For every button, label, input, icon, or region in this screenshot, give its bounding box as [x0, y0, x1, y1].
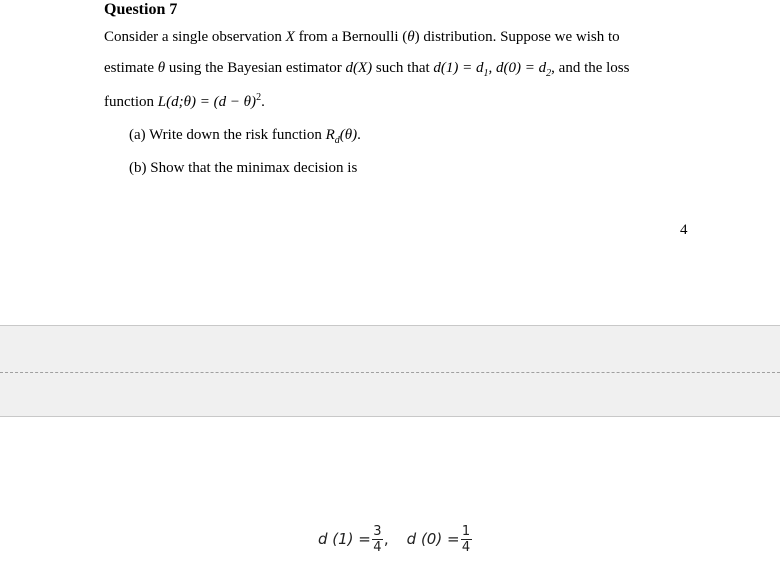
risk-subscript: d	[334, 135, 340, 146]
line3-end: .	[261, 94, 265, 110]
answer-d0-lhs: d (0) =	[406, 530, 460, 548]
fraction-numerator: 3	[373, 523, 382, 539]
subscript-2: 2	[546, 68, 552, 79]
page-break-band	[0, 325, 780, 417]
superscript-2: 2	[256, 92, 262, 103]
answer-d1-lhs: d (1) =	[318, 530, 371, 548]
line1-text-a: Consider a single observation	[104, 29, 286, 45]
part-b: (b) Show that the minimax decision is	[129, 160, 358, 176]
variable-x: X	[285, 29, 295, 45]
fraction-one-quarter	[461, 524, 472, 555]
condition-d0: , d(0) = d	[488, 60, 547, 76]
question-title: Question 7	[104, 1, 178, 18]
line2-text-a: estimate	[104, 60, 158, 76]
answer-separator: ,	[383, 530, 389, 548]
estimator-dx: d(X)	[345, 60, 373, 76]
theta-symbol: θ	[157, 60, 166, 76]
question-line-3	[104, 94, 265, 111]
fraction-numerator: 1	[461, 523, 471, 539]
risk-argument: (θ)	[339, 127, 358, 143]
part-a	[129, 127, 361, 144]
line2-text-d: , and the loss	[551, 60, 630, 76]
condition-d1: d(1) = d	[433, 60, 484, 76]
question-line-1	[104, 29, 620, 46]
line3-text-a: function	[104, 94, 158, 110]
line2-text-c: such that	[372, 60, 434, 76]
fraction-denominator: 4	[461, 539, 471, 555]
marks-number: 4	[680, 222, 688, 238]
line2-text-b: using the Bayesian estimator	[165, 60, 346, 76]
fraction-denominator: 4	[373, 539, 382, 555]
risk-symbol: R	[325, 127, 335, 143]
part-a-end: .	[357, 127, 361, 143]
question-line-2	[104, 60, 629, 77]
page-break-dashed-line	[0, 372, 780, 373]
loss-function: L(d;θ) = (d − θ)	[157, 94, 257, 110]
minimax-answer	[318, 517, 473, 561]
line1-text-c: ) distribution. Suppose we wish to	[414, 29, 620, 45]
fraction-three-quarters	[372, 524, 383, 555]
subscript-1: 1	[483, 68, 489, 79]
line1-text-b: from a Bernoulli (	[294, 29, 408, 45]
theta-symbol: θ	[407, 29, 415, 45]
part-a-text: (a) Write down the risk function	[129, 127, 326, 143]
